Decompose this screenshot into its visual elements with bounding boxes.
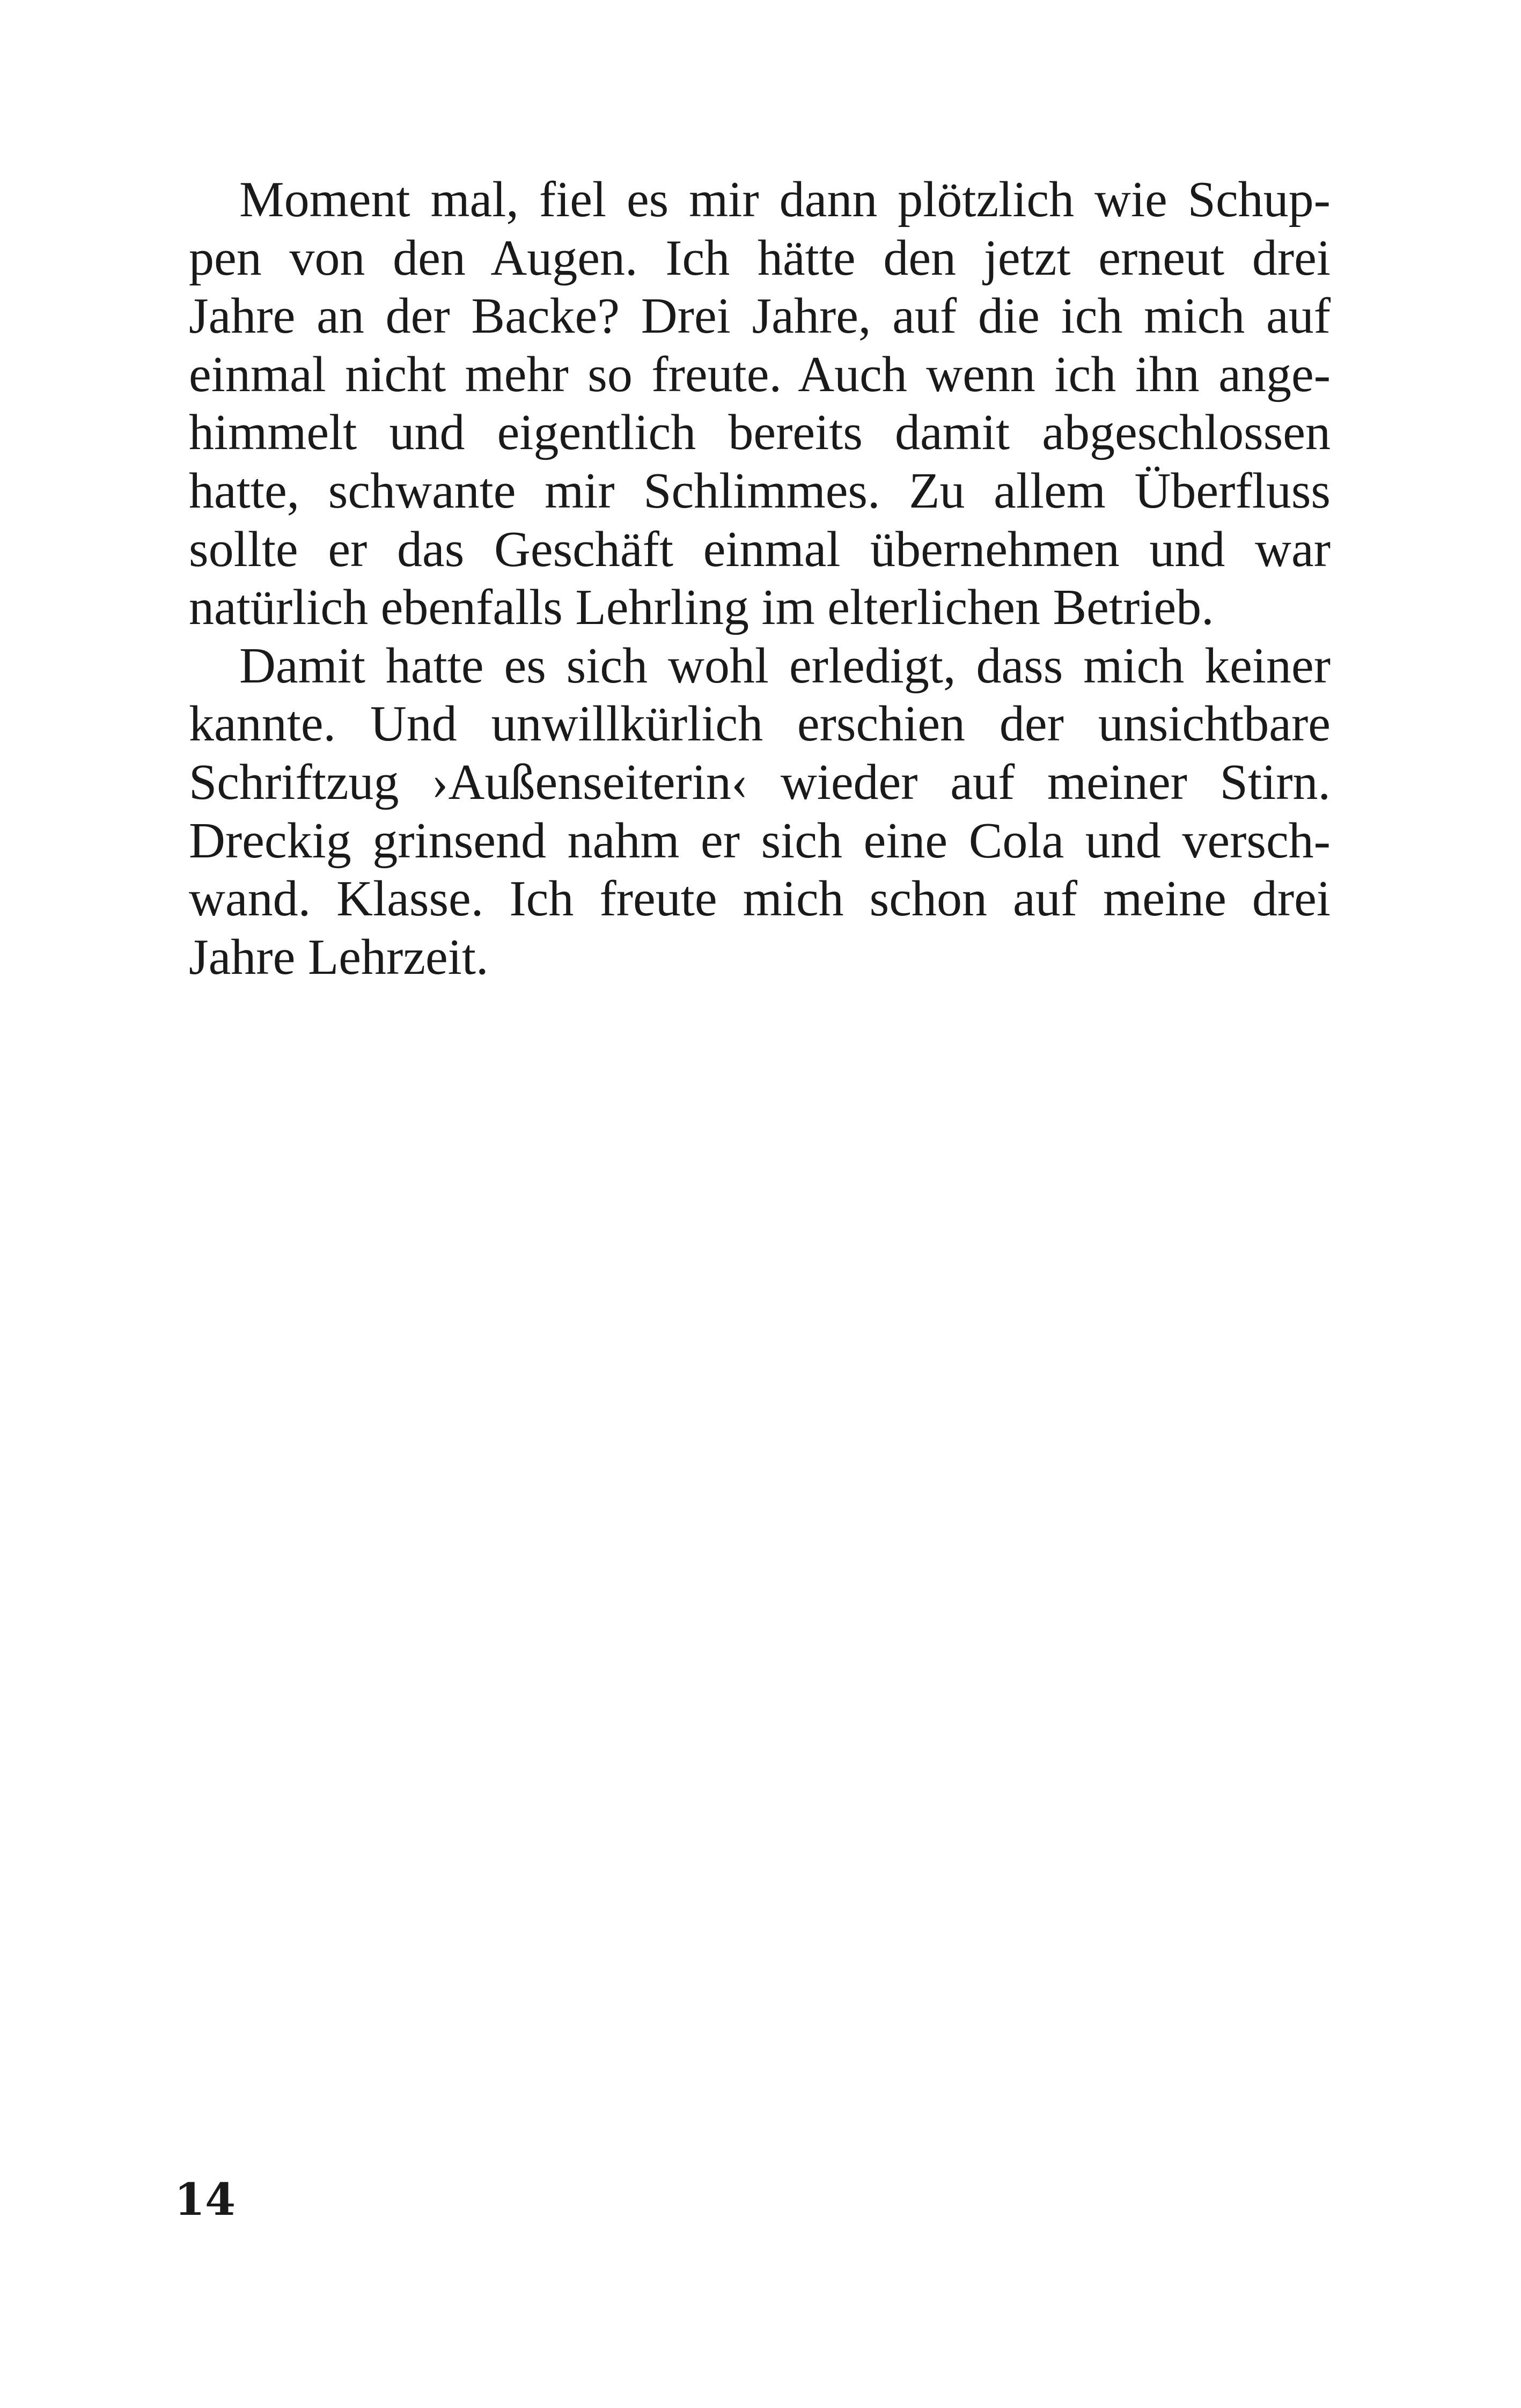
text-line: natürlich ebenfalls Lehrling im elterlichen Betrieb. [189, 579, 1214, 636]
text-line: himmelt und eigentlich bereits damit abgeschlossen [189, 405, 1331, 461]
text-line: kannte. Und unwillkürlich erschien der unsichtbare [189, 696, 1331, 752]
paragraph-2 [189, 637, 1331, 987]
text-line: pen von den Augen. Ich hätte den jetzt erneut drei [189, 230, 1331, 286]
text-line: wand. Klasse. Ich freute mich schon auf meine drei [189, 871, 1331, 927]
text-line: Jahre an der Backe? Drei Jahre, auf die ich mich auf [189, 288, 1331, 344]
body-text [189, 171, 1331, 986]
text-line: Damit hatte es sich wohl erledigt, dass mich keiner [239, 637, 1331, 694]
text-line: sollte er das Geschäft einmal übernehmen und war [189, 521, 1331, 577]
text-line: einmal nicht mehr so freute. Auch wenn ich ihn ange- [189, 346, 1331, 402]
page-number: 14 [174, 2174, 236, 2226]
text-line: Schriftzug ›Außenseiterin‹ wieder auf meiner Stirn. [189, 754, 1331, 810]
text-line: Moment mal, fiel es mir dann plötzlich wie Schup- [239, 172, 1331, 227]
text-line: Dreckig grinsend nahm er sich eine Cola und versch- [189, 812, 1331, 869]
text-line: Jahre Lehrzeit. [189, 929, 489, 985]
text-line: hatte, schwante mir Schlimmes. Zu allem Überfluss [189, 462, 1331, 519]
paragraph-1 [189, 171, 1331, 637]
